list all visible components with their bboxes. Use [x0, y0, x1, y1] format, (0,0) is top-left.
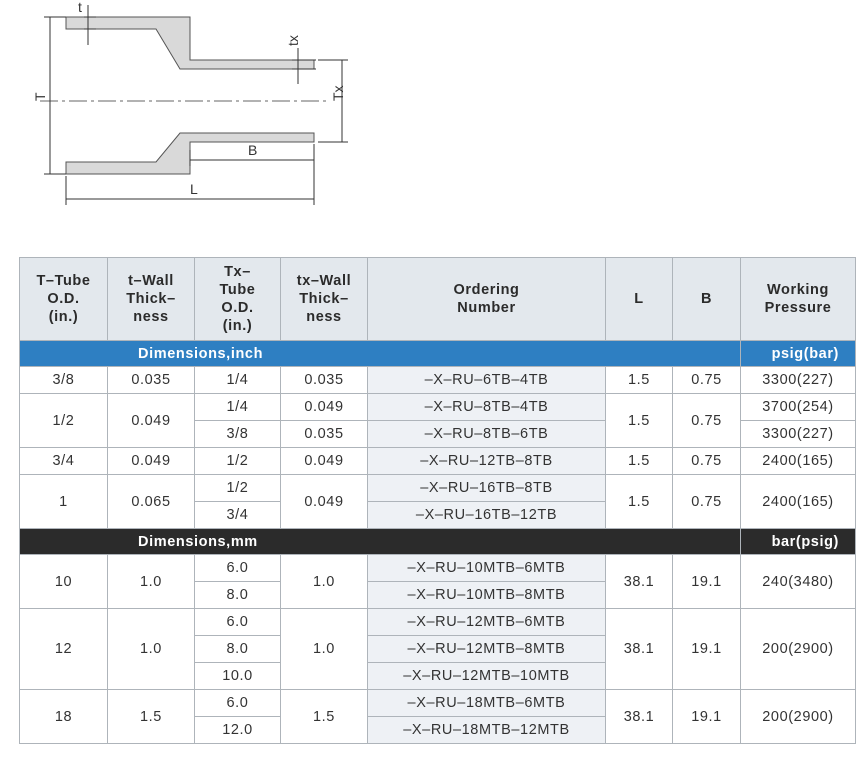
cell-ordering-number: –X–RU–18MTB–6MTB — [368, 690, 606, 717]
header-L: L — [606, 258, 673, 341]
header-tx-wall-thickness: tx–Wall Thick– ness — [281, 258, 368, 341]
cell-ordering-number: –X–RU–8TB–6TB — [368, 421, 606, 448]
cell-L: 1.5 — [606, 394, 673, 448]
cell-T-od: 3/4 — [20, 448, 108, 475]
specification-table — [19, 257, 856, 744]
B-label: B — [248, 142, 258, 158]
header-row — [20, 258, 856, 341]
cell-Tx-od: 3/8 — [195, 421, 281, 448]
cell-tx-wall: 0.049 — [281, 448, 368, 475]
cell-T-od: 12 — [20, 609, 108, 690]
header-B: B — [673, 258, 741, 341]
cell-B: 0.75 — [673, 448, 741, 475]
header-T-tube-od: T–Tube O.D. (in.) — [20, 258, 108, 341]
table-row — [20, 609, 856, 636]
cell-Tx-od: 12.0 — [195, 717, 281, 744]
table-row — [20, 448, 856, 475]
cell-ordering-number: –X–RU–8TB–4TB — [368, 394, 606, 421]
cell-tx-wall: 0.049 — [281, 394, 368, 421]
cell-B: 19.1 — [673, 609, 741, 690]
cell-L: 1.5 — [606, 448, 673, 475]
band-unit-inch: psig(bar) — [741, 341, 856, 367]
cell-T-od: 10 — [20, 555, 108, 609]
table-row — [20, 555, 856, 582]
band-unit-mm: bar(psig) — [741, 529, 856, 555]
cell-ordering-number: –X–RU–6TB–4TB — [368, 367, 606, 394]
section-band-mm — [20, 529, 856, 555]
header-working-pressure: Working Pressure — [741, 258, 856, 341]
Tx-label: Tx — [330, 85, 346, 101]
cell-Tx-od: 3/4 — [195, 502, 281, 529]
cell-Tx-od: 6.0 — [195, 555, 281, 582]
cell-ordering-number: –X–RU–10MTB–6MTB — [368, 555, 606, 582]
cell-ordering-number: –X–RU–12MTB–6MTB — [368, 609, 606, 636]
section-band-inch — [20, 341, 856, 367]
cell-t-wall: 0.049 — [108, 448, 195, 475]
cell-working-pressure: 3700(254) — [741, 394, 856, 421]
band-label-inch: Dimensions,inch — [20, 341, 741, 367]
cell-T-od: 1 — [20, 475, 108, 529]
table-row — [20, 394, 856, 421]
cell-B: 19.1 — [673, 690, 741, 744]
cell-tx-wall: 0.049 — [281, 475, 368, 529]
cell-L: 38.1 — [606, 609, 673, 690]
cell-T-od: 18 — [20, 690, 108, 744]
cell-Tx-od: 1/4 — [195, 367, 281, 394]
tx-label: tx — [285, 35, 301, 46]
cell-working-pressure: 200(2900) — [741, 690, 856, 744]
cell-t-wall: 0.065 — [108, 475, 195, 529]
cell-L: 38.1 — [606, 555, 673, 609]
cell-ordering-number: –X–RU–10MTB–8MTB — [368, 582, 606, 609]
table-row — [20, 475, 856, 502]
cell-B: 0.75 — [673, 367, 741, 394]
cell-Tx-od: 6.0 — [195, 690, 281, 717]
cell-Tx-od: 10.0 — [195, 663, 281, 690]
cell-Tx-od: 1/2 — [195, 475, 281, 502]
cell-Tx-od: 8.0 — [195, 582, 281, 609]
cell-ordering-number: –X–RU–16TB–8TB — [368, 475, 606, 502]
cell-tx-wall: 0.035 — [281, 421, 368, 448]
cell-L: 38.1 — [606, 690, 673, 744]
L-label: L — [190, 181, 198, 197]
cell-ordering-number: –X–RU–18MTB–12MTB — [368, 717, 606, 744]
cell-tx-wall: 0.035 — [281, 367, 368, 394]
cell-Tx-od: 8.0 — [195, 636, 281, 663]
cell-t-wall: 0.035 — [108, 367, 195, 394]
cell-working-pressure: 2400(165) — [741, 475, 856, 529]
cell-tx-wall: 1.0 — [281, 555, 368, 609]
cell-ordering-number: –X–RU–16TB–12TB — [368, 502, 606, 529]
cell-ordering-number: –X–RU–12MTB–8MTB — [368, 636, 606, 663]
cell-working-pressure: 240(3480) — [741, 555, 856, 609]
cell-L: 1.5 — [606, 475, 673, 529]
table-row — [20, 367, 856, 394]
cell-T-od: 1/2 — [20, 394, 108, 448]
cell-working-pressure: 3300(227) — [741, 367, 856, 394]
band-label-mm: Dimensions,mm — [20, 529, 741, 555]
cell-ordering-number: –X–RU–12MTB–10MTB — [368, 663, 606, 690]
cell-t-wall: 1.5 — [108, 690, 195, 744]
cell-Tx-od: 1/4 — [195, 394, 281, 421]
T-label: T — [32, 92, 48, 101]
cell-L: 1.5 — [606, 367, 673, 394]
cell-Tx-od: 6.0 — [195, 609, 281, 636]
cell-T-od: 3/8 — [20, 367, 108, 394]
header-Tx-tube-od: Tx– Tube O.D. (in.) — [195, 258, 281, 341]
cell-Tx-od: 1/2 — [195, 448, 281, 475]
t-label: t — [78, 0, 82, 15]
cell-t-wall: 0.049 — [108, 394, 195, 448]
header-ordering-number: Ordering Number — [368, 258, 606, 341]
cell-tx-wall: 1.5 — [281, 690, 368, 744]
cell-working-pressure: 2400(165) — [741, 448, 856, 475]
header-t-wall-thickness: t–Wall Thick– ness — [108, 258, 195, 341]
cell-t-wall: 1.0 — [108, 555, 195, 609]
cell-B: 0.75 — [673, 475, 741, 529]
cell-tx-wall: 1.0 — [281, 609, 368, 690]
reducer-diagram — [0, 0, 360, 220]
cell-B: 19.1 — [673, 555, 741, 609]
table-row — [20, 690, 856, 717]
cell-ordering-number: –X–RU–12TB–8TB — [368, 448, 606, 475]
cell-t-wall: 1.0 — [108, 609, 195, 690]
cell-B: 0.75 — [673, 394, 741, 448]
cell-working-pressure: 200(2900) — [741, 609, 856, 690]
fitting-upper-body — [66, 17, 314, 69]
cell-working-pressure: 3300(227) — [741, 421, 856, 448]
